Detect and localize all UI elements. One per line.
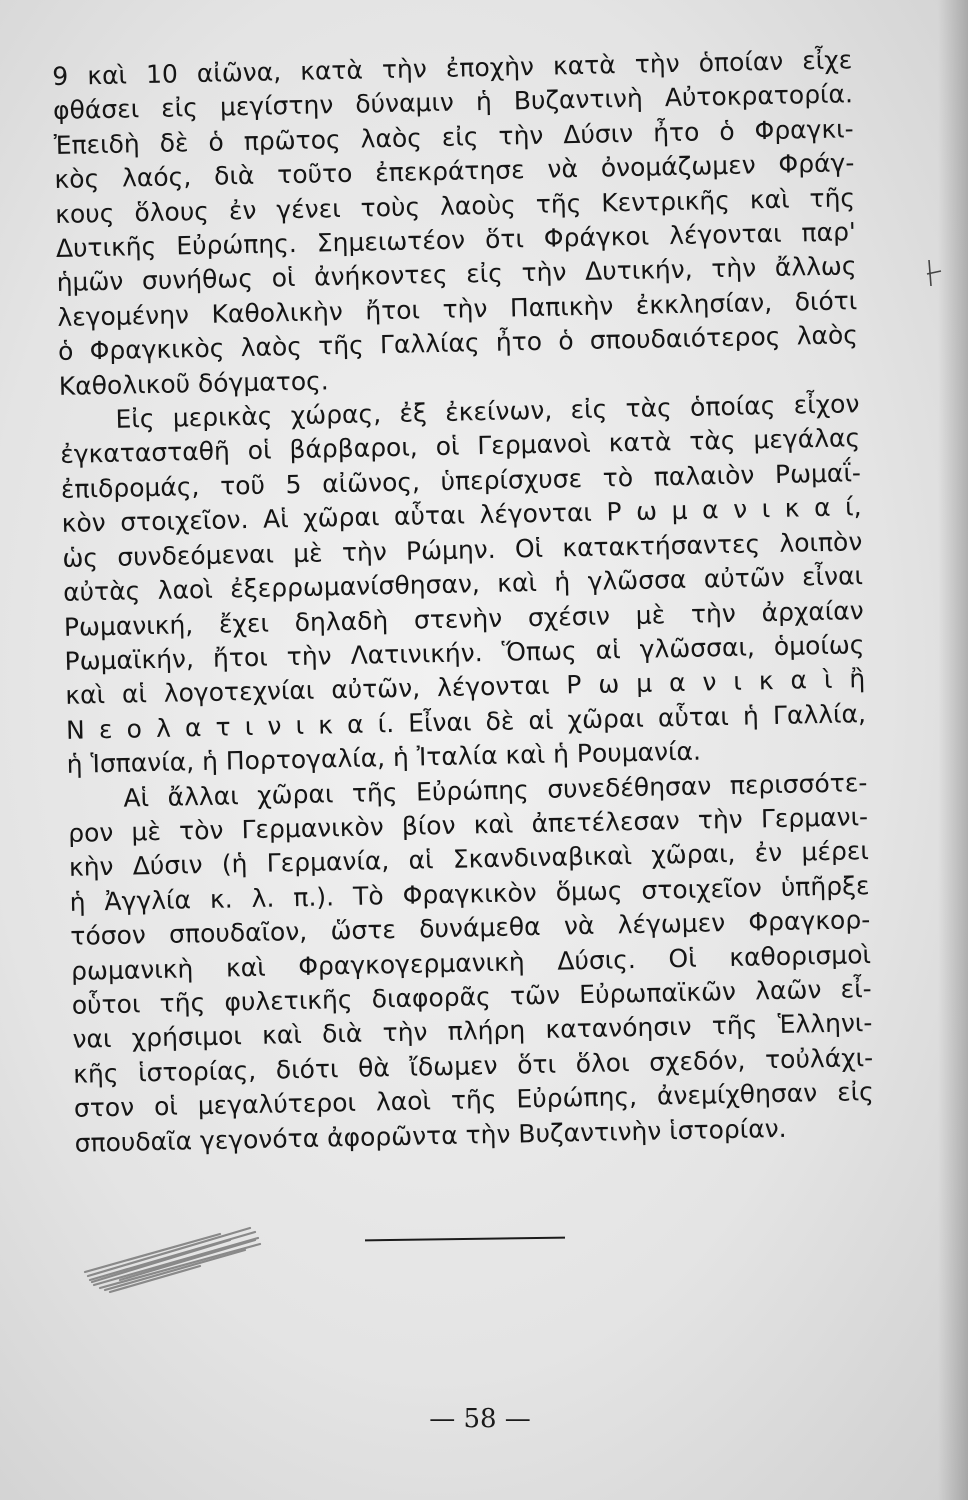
text-line: κὸν στοιχεῖον. Αἱ χῶραι αὗται λέγονται Ρ ω μ α ν ι κ α ί, [61,492,862,539]
text-line: ἡ Ἱσπανία, ἡ Πορτογαλία, ἡ Ἰταλία καὶ ἡ Ρουμανία. [66,736,702,779]
text-line: τόσον σπουδαῖον, ὥστε δυνάμεθα νὰ λέγωμεν Φραγκορ- [70,905,871,951]
text-line: κὸς λαός, διὰ τοῦτο ἐπεκράτησε νὰ ὀνομάζωμεν Φράγ- [54,148,855,195]
text-line: Ν ε ο λ α τ ι ν ι κ α ί. Εἶναι δὲ αἱ χῶραι αὗται ἡ Γαλλία, [65,698,867,745]
margin-mark [925,258,945,288]
pencil-scribble-mark [80,1210,270,1300]
text-line: ρωμανικὴ καὶ Φραγκογερμανικὴ Δύσις. Οἱ καθορισμοὶ [70,939,872,986]
text-line: στον οἱ μεγαλύτεροι λαοὶ τῆς Εὐρώπης, ἀνεμίχθησαν εἰς [73,1077,875,1123]
text-line: Ρωμαϊκήν, ἤτοι τὴν Λατινικήν. Ὅπως αἱ γλῶσσαι, ὁμοίως [64,630,865,676]
text-line: ἡ Ἀγγλία κ. λ. π.). Τὸ Φραγκικὸν ὅμως στοιχεῖον ὑπῆρξε [69,870,870,917]
text-line: Ἐπειδὴ δὲ ὁ πρῶτος λαὸς εἰς τὴν Δύσιν ἦτο ὁ Φραγκι- [53,114,854,160]
page-number: — 58 — [429,1404,531,1434]
text-line: Καθολικοῦ δόγματος. [58,365,329,401]
section-divider-rule [365,1237,565,1242]
text-line: ναι χρήσιμοι καὶ διὰ τὴν πλήρη κατανόησιν τῆς Ἑλληνι- [72,1008,873,1055]
body-text [52,43,875,1161]
text-line: οὗτοι τῆς φυλετικῆς διαφορᾶς τῶν Εὐρωπαϊκῶν λαῶν εἶ- [71,974,872,1020]
page-edge-shadow [938,0,968,1500]
text-line: ἐπιδρομάς, τοῦ 5 αἰῶνος, ὑπερίσχυσε τὸ παλαιὸν Ρωμαΐ- [60,458,862,504]
text-line: Αἱ ἄλλαι χῶραι τῆς Εὐρώπης συνεδέθησαν περισσότε- [123,767,868,813]
text-line: σπουδαῖα γεγονότα ἀφορῶντα τὴν Βυζαντινὴν ἱστορίαν. [74,1113,787,1158]
text-line: 9 καὶ 10 αἰῶνα, κατὰ τὴν ἐποχὴν κατὰ τὴν ὁποίαν εἶχε [52,45,853,91]
text-line: ρον μὲ τὸν Γερμανικὸν βίον καὶ ἀπετέλεσαν τὴν Γερμανι- [67,802,869,848]
text-line: Δυτικῆς Εὐρώπης. Σημειωτέον ὅτι Φράγκοι λέγονται παρ' [55,217,857,263]
text-line: κὴν Δύσιν (ἡ Γερμανία, αἱ Σκανδιναβικαὶ χῶραι, ἐν μέρει [68,836,870,883]
text-line: ὁ Φραγκικὸς λαὸς τῆς Γαλλίας ἦτο ὁ σπουδαιότερος λαὸς [57,320,859,367]
text-line: Εἰς μερικὰς χώρας, ἐξ ἐκείνων, εἰς τὰς ὁποίας εἶχον [115,389,860,434]
text-line: κῆς ἱστορίας, διότι θὰ ἴδωμεν ὅτι ὅλοι σχεδόν, τοὐλάχι- [72,1042,874,1089]
text-line: Ρωμανική, ἔχει δηλαδὴ στενὴν σχέσιν μὲ τὴν ἀρχαίαν [63,595,865,642]
text-line: αὐτὰς λαοὶ ἐξερρωμανίσθησαν, καὶ ἡ γλῶσσα αὐτῶν εἶναι [62,561,864,607]
text-line: καὶ αἱ λογοτεχνίαι αὐτῶν, λέγονται Ρ ω μ α ν ι κ α ὶ ἢ [65,664,866,711]
text-line: ἐγκατασταθῆ οἱ βάρβαροι, οἱ Γερμανοὶ κατὰ τὰς μεγάλας [59,423,861,470]
text-line: ὡς συνδεόμεναι μὲ τὴν Ρώμην. Οἱ κατακτήσαντες λοιπὸν [62,526,863,573]
text-line: φθάσει εἰς μεγίστην δύναμιν ἡ Βυζαντινὴ Αὐτοκρατορία. [52,79,854,126]
text-line: κους ὅλους ἐν γένει τοὺς λαοὺς τῆς Κεντρικῆς καὶ τῆς [54,182,856,229]
text-line: ἡμῶν συνήθως οἱ ἀνήκοντες εἰς τὴν Δυτικήν, τὴν ἄλλως [56,251,857,298]
text-line: λεγομένην Καθολικὴν ἤτοι τὴν Παπικὴν ἐκκλησίαν, διότι [57,286,858,332]
